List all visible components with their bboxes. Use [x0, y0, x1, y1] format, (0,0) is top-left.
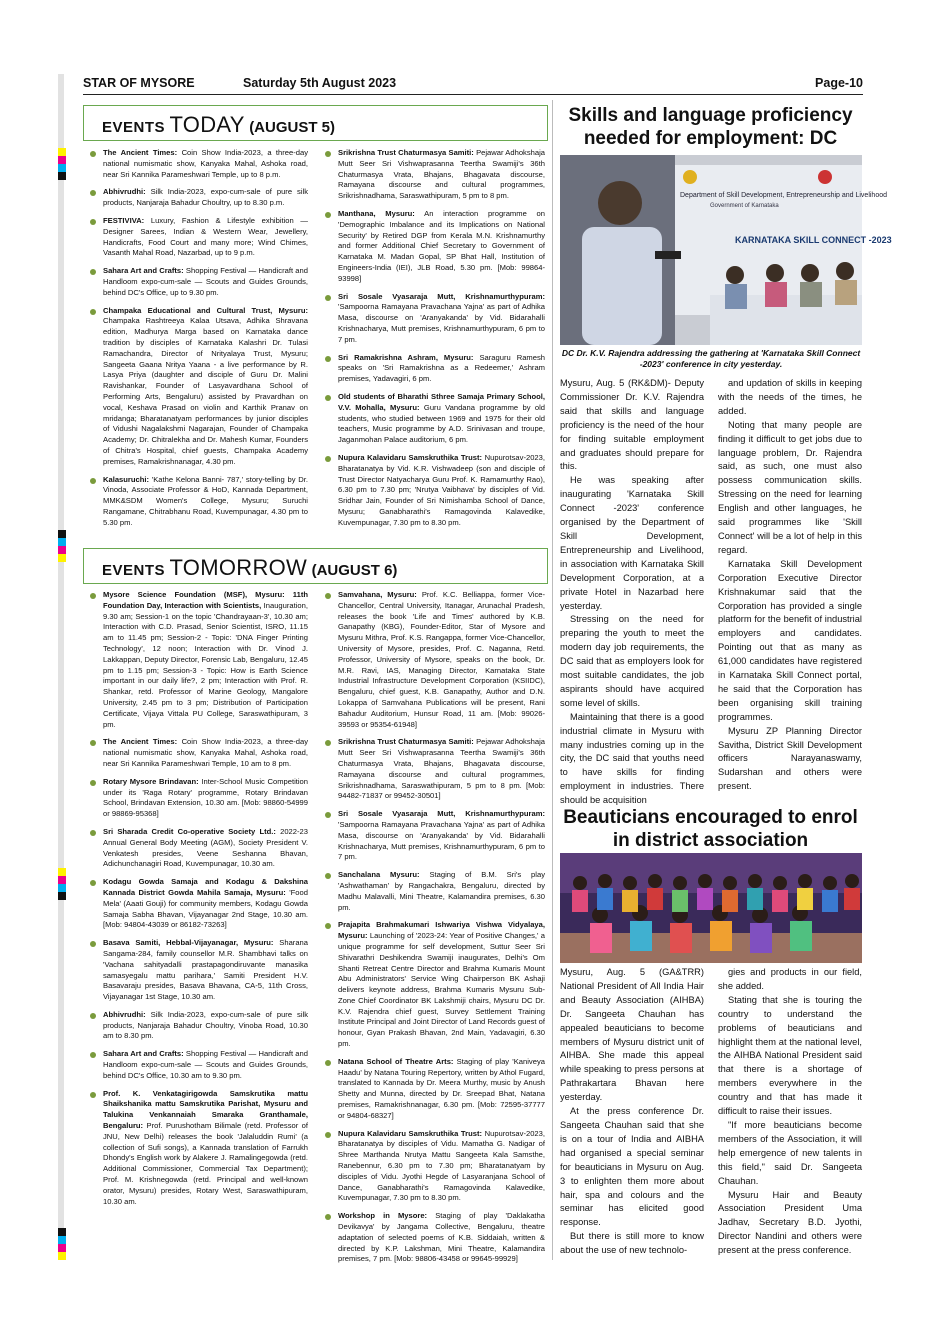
event-organiser: Old students of Bharathi Sthree Samaja Primary School, V.V. Mohalla, Mysuru:: [338, 391, 545, 412]
event-listing: [90, 590, 308, 730]
date-label: (AUGUST 5): [249, 119, 336, 136]
event-details: Shopping Festival — Handicraft and Handloom expo-cum-sale — Scouts and Guides Grounds, behind DC's Office, 10.30 am to 9.30 pm.: [103, 1049, 308, 1080]
event-details: Prof. K.C. Belliappa, former Vice-Chancellor, Central University, Itanagar, Arunachal Pradesh, releases the book 'Life and Times' authored by K.B. Ganapathy (KBG), Founder-Editor, Star of Mysore and Mysuru Mithra, Prof. K.S. Rangappa, former Vice-Chancellor, University of Mysore, presides, Prof. C. Naganna, Retd. Professor, University of Mysore, speaks on the book, Dr. M.R. Ravi, IAS, Managing Director, Karnataka State Industrial Infrastructure Development Corporation (KSIIDC), Bengaluru, chief guest, K.B. Ganapathy, Author and D.N. Lokappa of Samvahana Publications will be present, Rani Bahadur Auditorium, Hunsur Road, 11 am. [Mob: 99026-39593 or 95354-61948]: [338, 590, 545, 729]
event-details: An interaction programme on 'Demographic Imbalance and its Implications on National Security' by Retired DGP from Kerala M.N. Krishnamurthy and former Additional Chief Secretary to Government of Karnataka M. Madan Gopal, SP Bhat Hall, Institution of Engineers-India (IEI), JLB Road, 5.30 pm. [Mob: 99864-93998]: [338, 208, 545, 283]
skill-connect-photo: [560, 155, 892, 345]
event-details: Guru Vandana programme by old students, who studied between 1969 and 1975 for their old teachers, Music programme by A.D. Srinivasan and troupe, Jaganmohan Palace auditorium, 6 pm.: [338, 402, 545, 445]
registration-marks: [58, 148, 66, 180]
event-listing: [90, 148, 308, 180]
story2-column-2: [718, 966, 862, 1258]
events-label: EVENTS: [102, 562, 166, 579]
event-organiser: Sri Sharada Credit Co-operative Society Ltd.:: [103, 826, 276, 836]
event-details: Pejawar Adhokshaja Mutt Seer Sri Vishwaprasanna Teertha Swamiji's 36th Chaturmasya Vrata, Bhajans, Bhagavata discourse, Ramayana discourse and cultural programmes, Srikrishnadhama, Saraswathipuram, 5 pm to 8 pm.: [338, 148, 545, 201]
banner-line-3: KARNATAKA SKILL CONNECT -2023: [735, 235, 892, 245]
event-details: 2022-23 Annual General Body Meeting (AGM), Society President V. Venkatesh presides, Veene Seshanna Bhavan, Adichunchanagiri Road, Kuvempunagar, 10.30 am.: [103, 826, 308, 869]
event-organiser: Abhivrudhi:: [103, 187, 146, 197]
masthead: [83, 74, 863, 95]
event-details: Silk India-2023, expo-cum-sale of pure silk products, Nanjaraja Bahadur Choultry, Vinoba Road, 10.30 am to 8.30 pm.: [103, 1009, 308, 1041]
story-paragraph: Mysuru ZP Planning Director Savitha, District Skill Development officers Narayanaswamy, Sudarshan and others were present.: [718, 725, 862, 792]
story-paragraph: Mysuru, Aug. 5 (RK&DM)- Deputy Commissioner Dr. K.V. Rajendra said that skills and language proficiency is the need of the hour for finding suitable employment and graduates should prepare for this.: [560, 378, 704, 472]
story-paragraph: At the press conference Dr. Sangeeta Chauhan said that she is on a tour of India and AIBHA had organised a special seminar for beauticians in Mysuru on Aug. 3 to enlighten them more about hair, spa and colours and the seminar has elicited good response.: [560, 1106, 704, 1228]
event-listing: [90, 306, 308, 468]
event-organiser: Sri Ramakrishna Ashram, Mysuru:: [338, 352, 474, 362]
event-details: Staging of B.M. Sri's play 'Ashwathaman' by Rangachakra, Bengaluru, directed by Madhu Malavalli, Mini Theatre, Kalamandira premises, 6.30 pm.: [338, 870, 545, 912]
event-listing: [325, 920, 545, 1050]
story1-headline: Skills and language proficiency needed for employment: DC: [568, 105, 853, 149]
event-organiser: Manthana, Mysuru:: [338, 208, 415, 218]
event-listing: [325, 1057, 545, 1122]
story-paragraph: Mysuru, Aug. 5 (GA&TRR) National President of All India Hair and Beauty Association (AIHBA) Dr. Sangeeta Chauhan has appealed beauticians to become members of Mysuru district unit of AIHBA. She made this appeal while speaking to press persons at Pathrakartara Bhavan here yesterday.: [560, 967, 704, 1103]
event-listing: [90, 216, 308, 259]
event-details: Launching of '2023-24: Year of Positive Changes,' a unique programme for self development, Suttur Seer Sri Shivarathri Deshikendra Swamiji inaugurates, Delhi's Om Shanti Retreat Centre Director and Brahma Kumaris Mount Abu Administrators' Service Wing Chairperson BK Ashaji delivers keynote address, Brahma Kumaris Mysuru Sub-Zone Chief Coordinator BK Lakshmiji chairs, Mysuru DC Dr. K.V. Rajendra chief guest, Survey Settlement Training Institute Principal and Joint Director of Land Records guest of honour, Gyan Prakash Bhavan, 2nd Main, Yadavagiri, 6.30 pm.: [338, 931, 545, 1049]
event-details: 'Kathe Kelona Banni- 787,' story-telling by Dr. Vinoda, Associate Professor & HoD, Kannada Department, MMK&SDM Women's College, Mysuru; Suruchi Rangamane, Chitrabhanu Road, Kuvempunagar, 4.30 pm to 5.30 pm.: [103, 474, 308, 527]
event-listing: [325, 590, 545, 730]
event-organiser: Samvahana, Mysuru:: [338, 590, 417, 599]
event-organiser: Nupura Kalavidaru Samskruthika Trust:: [338, 1128, 483, 1138]
story-paragraph: Stressing on the need for preparing the youth to meet the modern day job requirements, the DC said that as employers look for most suitable candidates, the job aspirants should have acquired some level of skills.: [560, 614, 704, 708]
when-label: TOMORROW: [169, 555, 308, 580]
event-listing: [325, 1129, 545, 1205]
today-column-right: [325, 148, 545, 536]
event-organiser: Basava Samiti, Hebbal-Vijayanagar, Mysuru:: [103, 938, 274, 948]
event-details: Nupurotsav-2023, Bharatanatya by Vid. K.R. Vishwadeep (son and disciple of Trust Director Natyacharya Guru Prof. K. Ramamurthy Rao), 6.30 pm to 7.30 pm; 'Nrutya Vaibhava' by disciples of Vid. Sridhar Jain, Founder of Sri Nimishamba School of Dance, Mysuru; Ganabharathi's Ramagovinda Kalavedike, Kuvempunagar, 7.30 pm to 8.30 pm.: [338, 452, 545, 527]
event-listing: [325, 148, 545, 202]
story-paragraph: He was speaking after inaugurating 'Karnataka Skill Connect -2023' conference organised by the Department of Skill Development, Entrepreneurship and Livelihood, in association with Karnataka Skill Development Corporation, at a private Hotel in Nazarbad here yesterday.: [560, 475, 704, 611]
story-paragraph: Maintaining that there is a good industrial climate in Mysuru with many industries coming up in the city, the DC said that youths need to have skills for finding employment in industries. There should be acquisition: [560, 711, 704, 806]
event-listing: [90, 1089, 308, 1208]
event-details: Silk India-2023, expo-cum-sale of pure silk products, Nanjaraja Bahadur Choultry, up to 8.30 p.m.: [103, 187, 308, 208]
event-organiser: Kalasuruchi:: [103, 474, 149, 484]
story-paragraph: and updation of skills in keeping with the needs of the times, he added.: [718, 378, 862, 416]
event-listing: [325, 453, 545, 529]
event-organiser: The Ancient Times:: [103, 148, 178, 157]
event-listing: [90, 1049, 308, 1081]
event-details: Champaka Rashtreeya Kalaa Utsava, Adhika Shravana edition, Madhurya Marga based on Karnataka dance tradition by disciples of Karnataka Kalashri Dr. Tulasi Ramachandra, Director of Nrityalaya Trust, Mysuru; Sangeeta Gaana Nritya Yaana - a live performance by R. Lasya Priya (daughter and disciple of Guru Dr. Malini Ravishankar, Founder of Lasyavardhana School of Performing Arts, Bengaluru) assisted by Pravardhan on vocal, Keshava Prasad on violin and Karthik Pranav on mridanga; Bharatanatyam performances by junior disciples of Vidushi Nagalakshmi Nagarajan, Founder of Champaka Academy; Dr. Chitralekha and Dr. Mahesh Kumar, Founders of Chitra's Hospital, chief guests, Champaka Academy premises, Ramakrishnanagar, 4.30 pm.: [103, 316, 308, 466]
event-details: 'Sampoorna Ramayana Pravachana Yajna' as part of Adhika Masa, discourse on 'Aranyakanda' by Vid. Bidarahalli Krishnacharya, Mutt premises, Krishnamurthypuram, 6 pm to 7 pm.: [338, 819, 545, 862]
event-listing: [90, 187, 308, 209]
event-listing: [90, 938, 308, 1003]
event-details: Coin Show India-2023, a three-day national numismatic show, Kanyaka Mahal, Ashoka road, near Sri Kannika Parameshwari Temple, up to 8 p.m.: [103, 148, 308, 179]
event-listing: [90, 827, 308, 870]
story1-column-1: [560, 377, 704, 808]
banner-line-1: Department of Skill Development, Entrepreneurship and Livelihood: [680, 192, 888, 199]
event-organiser: Mysore Science Foundation (MSF), Mysuru: 11th Foundation Day, Interaction with Scientists,: [103, 590, 308, 610]
event-details: Prof. Purushotham Bilimale (retd. Professor of JNU, New Delhi) releases the book 'Jalaluddin Rumi' (a collection of Sufi songs), a Kannada translation of Farrukh Dhondy's English work by Alakere J. Ramalingegowda (retd. Additional Commissioner, Commercial Tax Department); Prof. M. Krishnegowda (retd. Principal and well-known orator, Mysuru) presides, Rotary West, Saraswathipuram, 10.30 am.: [103, 1121, 308, 1206]
story2-headline: Beauticians encouraged to enrol in district association: [563, 807, 858, 851]
event-details: Pejawar Adhokshaja Mutt Seer Sri Vishwaprasanna Teertha Swamiji's 36th Chaturmasya Vrata, Bhajans, Bhagavata discourse, Ramayana discourse and cultural programmes, Srikrishnadhama, Saraswathipuram, 5 pm to 8 pm. [Mob: 94482-71837 or 99452-30501]: [338, 737, 545, 801]
story2-photo: [560, 853, 862, 963]
event-details: Inter-School Music Competition under its 'Raga Rotary' programme, Rotary Brindavan School, Brindavan Extension, 10.30 am. [Mob: 98860-54999 or 98869-95368]: [103, 776, 309, 819]
event-listing: [325, 292, 545, 346]
event-organiser: Workshop in Mysore:: [338, 1211, 428, 1221]
event-listing: [90, 877, 308, 931]
event-details: Shopping Festival — Handicraft and Handloom expo-cum-sale — Scouts and Guides Grounds, behind DC's Office, up to 9.30 pm.: [103, 266, 308, 297]
event-details: 'Sampoorna Ramayana Pravachana Yajna' as part of Adhika Masa, discourse on 'Aranyakanda' by Vid. Bidarahalli Krishnacharya, Mutt premises, Krishnamurthypuram, 6 pm to 7 pm.: [338, 302, 545, 344]
issue-date: Saturday 5th August 2023: [243, 76, 397, 90]
story-paragraph: But there is still more to know about the use of new technolo-: [560, 1231, 704, 1256]
story-paragraph: Mysuru Hair and Beauty Association President Uma Jadhav, Secretary B.D. Jyothi, Director Nandini and others were present at the press conference.: [718, 1189, 862, 1256]
story2-column-1: [560, 966, 704, 1258]
event-listing: [325, 1211, 545, 1265]
event-organiser: Sahara Art and Crafts:: [103, 266, 184, 276]
event-organiser: Sanchalana Mysuru:: [338, 870, 420, 880]
event-details: Sharana Sangama-284, family counsellor M.R. Shambhavi talks on 'Vachana sahityadalli prastapagondiruvante manasika samasyegalu mattu parihara,' Samiti President H.V. Basavaraju presides, Basava Bhavana, CA-5, 11th Cross, Vijayanagar 1st Stage, 10.30 am.: [103, 938, 308, 1002]
event-organiser: The Ancient Times:: [103, 737, 178, 747]
event-details: Staging of play 'Kaniveya Haadu' by Natana Touring Repertory, written by Athol Fugard, translated to Kannada by Dr. Meera Murthy, music by Anush Shetty and Munna, directed by Dr. Sreepad Bhat, Natana premises, Ramakrishnanagar, 6.30 pm. [Mob: 72595-37777 or 94804-68327]: [338, 1056, 545, 1120]
story-paragraph: Noting that many people are finding it difficult to get jobs due to language problem, Dr. Rajendra said, as such, one must also possess communication skills. Stressing on the need for learning English and other languages, he said programmes like 'Skill Connect' will be a lot of help in this regard.: [718, 419, 862, 555]
event-details: Staging of play 'Daklakatha Devikavya' by Jangama Collective, Bengaluru, theatre adaptation of selected poems of K.B. Siddaiah, written & directed by K.P. Lakshman, Mini Theatre, Kalamandira premises, 7 pm. [Mob: 98806-43458 or 99645-99929]: [338, 1211, 545, 1264]
event-details: Nupurotsav-2023, Bharatanatya by disciples of Vidu. Mamatha G. Nadigar of Shree Marthanda Nrutya Mattu Sangeeta Kala Samsthe, Ranebennur, 6.30 pm to 7.30 pm; Bharatanatyam by disciples of Vidu. Jyothi Hegde of Lasyaranjana School of Dance, Ganabharathi's Ramagovinda Kalavedike, Kuvempunagar, 7.30 pm to 8.30 pm.: [338, 1128, 545, 1203]
event-organiser: Sri Sosale Vyasaraja Mutt, Krishnamurthypuram:: [338, 291, 545, 301]
events-tomorrow-header: [83, 548, 548, 584]
column-divider: [552, 100, 553, 1260]
event-listing: [325, 870, 545, 913]
event-listing: [325, 209, 545, 285]
event-details: Saraguru Ramesh speaks on 'Sri Ramakrishna as a Redeemer,' Ashram premises, Yadavagiri, 6 pm.: [338, 352, 545, 384]
beauticians-group-photo: [560, 853, 862, 963]
banner-line-2: Government of Karnataka: [710, 203, 779, 209]
event-listing: [325, 392, 545, 446]
registration-marks: [58, 530, 66, 562]
story1-caption: DC Dr. K.V. Rajendra addressing the gathering at 'Karnataka Skill Connect -2023' conference in city yesterday.: [561, 348, 861, 369]
event-organiser: Rotary Mysore Brindavan:: [103, 776, 199, 786]
event-listing: [325, 353, 545, 385]
event-details: Coin Show India-2023, a three-day national numismatic show, Kanyaka Mahal, Ashoka road, near Sri Kannika Parameshwari Temple, 10 am to 8 pm.: [103, 737, 308, 768]
event-organiser: Nupura Kalavidaru Samskruthika Trust:: [338, 452, 483, 462]
story-paragraph: Karnataka Skill Development Corporation Executive Director Krishnakumar said that the Corporation has provided a single platform for the benefit of industrial employers and candidates. Pointing out that as many as 61,000 candidates have registered in Karnataka Skill Connect portal, he said that the Corporation has been organising skill training programmes.: [718, 558, 862, 722]
paper-name: STAR OF MYSORE: [83, 76, 195, 90]
story1-photo: [560, 155, 892, 345]
event-listing: [90, 777, 308, 820]
events-label: EVENTS: [102, 119, 166, 136]
event-organiser: Abhivrudhi:: [103, 1009, 146, 1019]
event-organiser: Srikrishna Trust Chaturmasya Samiti:: [338, 148, 474, 157]
event-organiser: Sahara Art and Crafts:: [103, 1049, 184, 1059]
page-number: Page-10: [815, 76, 863, 90]
margin-rule: [58, 74, 64, 1254]
event-organiser: Sri Sosale Vyasaraja Mutt, Krishnamurthypuram:: [338, 809, 545, 819]
tomorrow-column-left: [90, 590, 308, 1214]
event-organiser: FESTIVIVA:: [103, 215, 145, 225]
event-organiser: Prof. K. Venkatagirigowda Samskrutika mattu Shaikshanika mattu Samskrutika Parishat, Mysuru and Talukina Venkannaiah Smaraka Granthamale, Bengaluru:: [103, 1088, 308, 1131]
event-details: 'Food Mela' (Aaati Gouji) for community members, Kodagu Gowda Samaja Sabha Bhavan, Vijayanagar 2nd Stage, 10.30 am. [Mob: 94804-43039 or 86182-73263]: [103, 887, 308, 930]
event-listing: [90, 1010, 308, 1042]
events-today-header: [83, 105, 548, 141]
today-column-left: [90, 148, 308, 536]
tomorrow-column-right: [325, 590, 545, 1272]
event-listing: [90, 266, 308, 298]
event-organiser: Natana School of Theatre Arts:: [338, 1056, 454, 1066]
event-organiser: Kodagu Gowda Samaja and Kodagu & Dakshina Kannada District Gowda Mahila Samaja, Mysuru:: [103, 877, 308, 897]
date-label: (AUGUST 6): [311, 562, 398, 579]
event-details: Inauguration, 9.30 am; Session-1 on the topic 'Chandrayaan-3', 10.30 am; Interaction with C.D. Prasad, Senior Scientist, ISRO, 11.15 am to 11.45 pm; Session-2 - Topic: 'DNA Finger Printing Technology', 12 noon; Interaction with Dr. Vinod J. Lakkappan, Deputy Director, Forensic Lab, Bengaluru, 12.45 pm to 1.15 pm; Session-3 - Topic: How is Earth Science important in our daily life?, 2 pm; Interaction with Prof. R. Shankar, retd. Professor of Marine Geology, Mangalore University, 2.45 pm to 3 pm; Distribution of Participation Certificate, Vijaya Vittala PU College, Saraswathipuram, 3 pm.: [103, 600, 308, 729]
story-paragraph: "If more beauticians become members of the Association, it will help emergence of new talents in this field," said Dr. Sangeeta Chauhan.: [718, 1119, 862, 1186]
story-paragraph: gies and products in our field, she added.: [718, 967, 862, 991]
event-listing: [90, 475, 308, 529]
event-listing: [325, 809, 545, 863]
registration-marks: [58, 868, 66, 900]
registration-marks: [58, 1228, 66, 1260]
story1-column-2: [718, 377, 862, 794]
event-details: Luxury, Fashion & Lifestyle exhibition — Designer Sarees, Indian & Western Wear, Jewellery, Handicrafts, Food Court and many more; Wind Chimes, Vasanth Mahal Road, Nazarbad, up to 9 p.m.: [103, 215, 308, 258]
event-organiser: Prajapita Brahmakumari Ishwariya Vishwa Vidyalaya, Mysuru:: [338, 920, 545, 941]
event-listing: [90, 737, 308, 769]
when-label: TODAY: [169, 112, 245, 137]
event-organiser: Champaka Educational and Cultural Trust, Mysuru:: [103, 305, 308, 315]
story-paragraph: Stating that she is touring the country to understand the problems of beauticians and highlight them at the national level, the AIHBA National President said that there is a shortage of members everywhere in the country and that has made it difficult to raise their issues.: [718, 994, 862, 1117]
event-organiser: Srikrishna Trust Chaturmasya Samiti:: [338, 737, 474, 747]
event-listing: [325, 737, 545, 802]
